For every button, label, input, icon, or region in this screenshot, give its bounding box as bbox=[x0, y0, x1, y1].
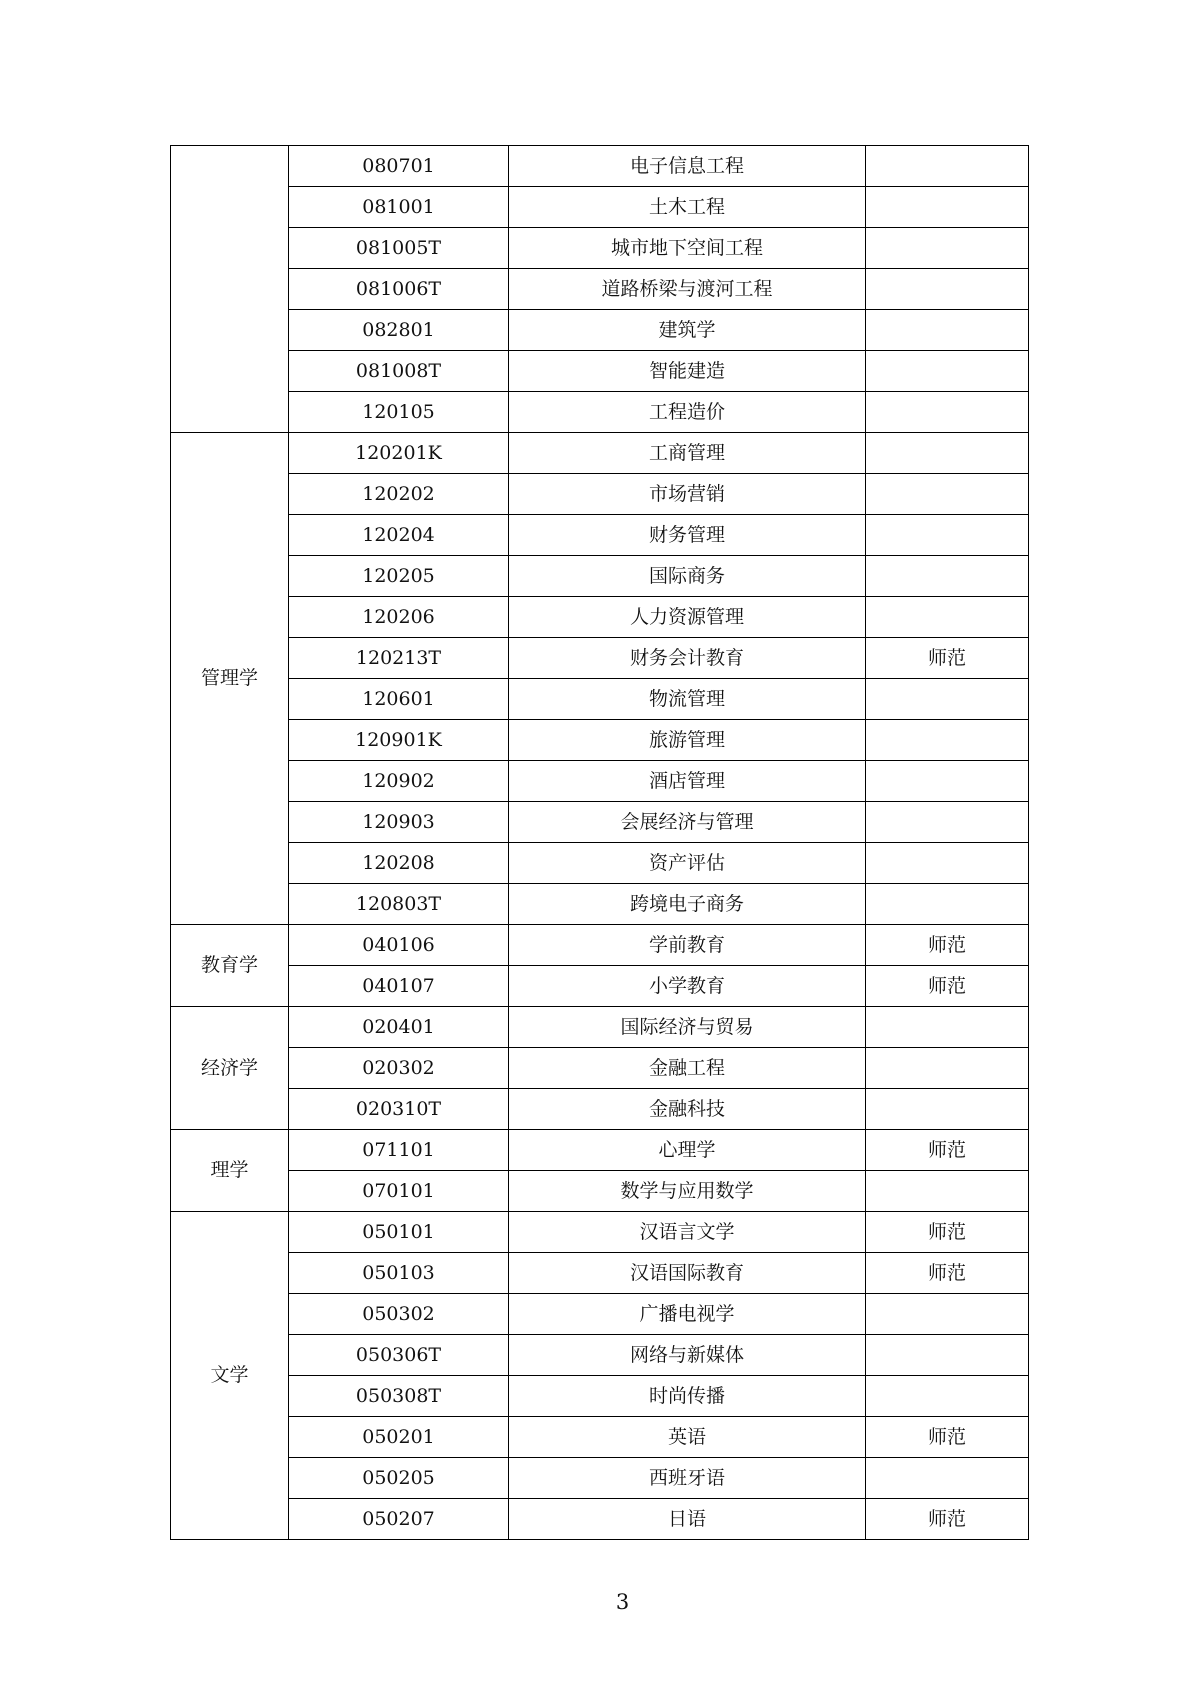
table-row bbox=[171, 1048, 1029, 1089]
note-cell: 师范 bbox=[866, 966, 1029, 1007]
table-row bbox=[171, 310, 1029, 351]
name-cell: 广播电视学 bbox=[509, 1294, 866, 1335]
name-cell: 国际商务 bbox=[509, 556, 866, 597]
code-cell: 050101 bbox=[289, 1212, 509, 1253]
code-cell: 050308T bbox=[289, 1376, 509, 1417]
table-body bbox=[171, 146, 1029, 1540]
name-cell: 英语 bbox=[509, 1417, 866, 1458]
code-cell: 071101 bbox=[289, 1130, 509, 1171]
note-cell bbox=[866, 761, 1029, 802]
table-row bbox=[171, 679, 1029, 720]
category-cell: 经济学 bbox=[171, 1007, 289, 1130]
note-cell: 师范 bbox=[866, 925, 1029, 966]
note-cell bbox=[866, 1458, 1029, 1499]
category-cell bbox=[171, 146, 289, 433]
code-cell: 120204 bbox=[289, 515, 509, 556]
table-row bbox=[171, 187, 1029, 228]
code-cell: 050306T bbox=[289, 1335, 509, 1376]
name-cell: 数学与应用数学 bbox=[509, 1171, 866, 1212]
note-cell bbox=[866, 351, 1029, 392]
code-cell: 120903 bbox=[289, 802, 509, 843]
name-cell: 物流管理 bbox=[509, 679, 866, 720]
name-cell: 西班牙语 bbox=[509, 1458, 866, 1499]
note-cell: 师范 bbox=[866, 1417, 1029, 1458]
name-cell: 电子信息工程 bbox=[509, 146, 866, 187]
note-cell: 师范 bbox=[866, 1212, 1029, 1253]
note-cell: 师范 bbox=[866, 638, 1029, 679]
note-cell bbox=[866, 843, 1029, 884]
code-cell: 040106 bbox=[289, 925, 509, 966]
name-cell: 人力资源管理 bbox=[509, 597, 866, 638]
name-cell: 土木工程 bbox=[509, 187, 866, 228]
table-row bbox=[171, 515, 1029, 556]
name-cell: 酒店管理 bbox=[509, 761, 866, 802]
code-cell: 120206 bbox=[289, 597, 509, 638]
code-cell: 050302 bbox=[289, 1294, 509, 1335]
table-row bbox=[171, 843, 1029, 884]
code-cell: 020302 bbox=[289, 1048, 509, 1089]
name-cell: 金融工程 bbox=[509, 1048, 866, 1089]
note-cell bbox=[866, 556, 1029, 597]
table-row bbox=[171, 146, 1029, 187]
note-cell bbox=[866, 1048, 1029, 1089]
note-cell bbox=[866, 1089, 1029, 1130]
table-row bbox=[171, 1130, 1029, 1171]
code-cell: 120601 bbox=[289, 679, 509, 720]
table-row bbox=[171, 1458, 1029, 1499]
table-row bbox=[171, 1007, 1029, 1048]
note-cell bbox=[866, 1335, 1029, 1376]
name-cell: 心理学 bbox=[509, 1130, 866, 1171]
code-cell: 080701 bbox=[289, 146, 509, 187]
table-row bbox=[171, 1171, 1029, 1212]
note-cell bbox=[866, 884, 1029, 925]
note-cell bbox=[866, 146, 1029, 187]
name-cell: 汉语言文学 bbox=[509, 1212, 866, 1253]
name-cell: 财务会计教育 bbox=[509, 638, 866, 679]
code-cell: 120105 bbox=[289, 392, 509, 433]
note-cell bbox=[866, 1007, 1029, 1048]
note-cell bbox=[866, 720, 1029, 761]
name-cell: 会展经济与管理 bbox=[509, 802, 866, 843]
note-cell: 师范 bbox=[866, 1130, 1029, 1171]
table-row bbox=[171, 433, 1029, 474]
table-row bbox=[171, 966, 1029, 1007]
note-cell: 师范 bbox=[866, 1499, 1029, 1540]
code-cell: 082801 bbox=[289, 310, 509, 351]
name-cell: 建筑学 bbox=[509, 310, 866, 351]
table-row bbox=[171, 228, 1029, 269]
table-row bbox=[171, 1499, 1029, 1540]
note-cell: 师范 bbox=[866, 1253, 1029, 1294]
code-cell: 070101 bbox=[289, 1171, 509, 1212]
table-row bbox=[171, 1376, 1029, 1417]
code-cell: 050103 bbox=[289, 1253, 509, 1294]
table-row bbox=[171, 1335, 1029, 1376]
code-cell: 081006T bbox=[289, 269, 509, 310]
table-row bbox=[171, 761, 1029, 802]
note-cell bbox=[866, 269, 1029, 310]
name-cell: 跨境电子商务 bbox=[509, 884, 866, 925]
name-cell: 时尚传播 bbox=[509, 1376, 866, 1417]
name-cell: 财务管理 bbox=[509, 515, 866, 556]
table-row bbox=[171, 638, 1029, 679]
name-cell: 工程造价 bbox=[509, 392, 866, 433]
note-cell bbox=[866, 802, 1029, 843]
name-cell: 城市地下空间工程 bbox=[509, 228, 866, 269]
name-cell: 汉语国际教育 bbox=[509, 1253, 866, 1294]
code-cell: 020310T bbox=[289, 1089, 509, 1130]
table-row bbox=[171, 802, 1029, 843]
table-row bbox=[171, 1089, 1029, 1130]
note-cell bbox=[866, 392, 1029, 433]
name-cell: 国际经济与贸易 bbox=[509, 1007, 866, 1048]
note-cell bbox=[866, 433, 1029, 474]
name-cell: 学前教育 bbox=[509, 925, 866, 966]
table-row bbox=[171, 1212, 1029, 1253]
code-cell: 081005T bbox=[289, 228, 509, 269]
note-cell bbox=[866, 228, 1029, 269]
note-cell bbox=[866, 310, 1029, 351]
page-number: 3 bbox=[615, 1590, 630, 1614]
table-row bbox=[171, 884, 1029, 925]
table-row bbox=[171, 269, 1029, 310]
majors-table bbox=[170, 145, 1029, 1540]
name-cell: 旅游管理 bbox=[509, 720, 866, 761]
table-row bbox=[171, 556, 1029, 597]
table-row bbox=[171, 597, 1029, 638]
name-cell: 市场营销 bbox=[509, 474, 866, 515]
name-cell: 道路桥梁与渡河工程 bbox=[509, 269, 866, 310]
name-cell: 网络与新媒体 bbox=[509, 1335, 866, 1376]
table-row bbox=[171, 925, 1029, 966]
table-row bbox=[171, 720, 1029, 761]
category-cell: 教育学 bbox=[171, 925, 289, 1007]
note-cell bbox=[866, 1294, 1029, 1335]
code-cell: 120201K bbox=[289, 433, 509, 474]
note-cell bbox=[866, 474, 1029, 515]
code-cell: 050201 bbox=[289, 1417, 509, 1458]
table-row bbox=[171, 1294, 1029, 1335]
code-cell: 081008T bbox=[289, 351, 509, 392]
category-cell: 理学 bbox=[171, 1130, 289, 1212]
name-cell: 智能建造 bbox=[509, 351, 866, 392]
name-cell: 日语 bbox=[509, 1499, 866, 1540]
code-cell: 120803T bbox=[289, 884, 509, 925]
code-cell: 120213T bbox=[289, 638, 509, 679]
code-cell: 120902 bbox=[289, 761, 509, 802]
name-cell: 金融科技 bbox=[509, 1089, 866, 1130]
note-cell bbox=[866, 597, 1029, 638]
code-cell: 040107 bbox=[289, 966, 509, 1007]
note-cell bbox=[866, 1171, 1029, 1212]
code-cell: 050205 bbox=[289, 1458, 509, 1499]
table-row bbox=[171, 1253, 1029, 1294]
name-cell: 工商管理 bbox=[509, 433, 866, 474]
note-cell bbox=[866, 187, 1029, 228]
code-cell: 050207 bbox=[289, 1499, 509, 1540]
note-cell bbox=[866, 1376, 1029, 1417]
note-cell bbox=[866, 515, 1029, 556]
code-cell: 120901K bbox=[289, 720, 509, 761]
name-cell: 资产评估 bbox=[509, 843, 866, 884]
code-cell: 020401 bbox=[289, 1007, 509, 1048]
note-cell bbox=[866, 679, 1029, 720]
category-cell: 文学 bbox=[171, 1212, 289, 1540]
code-cell: 120205 bbox=[289, 556, 509, 597]
code-cell: 081001 bbox=[289, 187, 509, 228]
table-row bbox=[171, 474, 1029, 515]
code-cell: 120208 bbox=[289, 843, 509, 884]
category-cell: 管理学 bbox=[171, 433, 289, 925]
name-cell: 小学教育 bbox=[509, 966, 866, 1007]
table-row bbox=[171, 392, 1029, 433]
table-row bbox=[171, 351, 1029, 392]
table-row bbox=[171, 1417, 1029, 1458]
code-cell: 120202 bbox=[289, 474, 509, 515]
